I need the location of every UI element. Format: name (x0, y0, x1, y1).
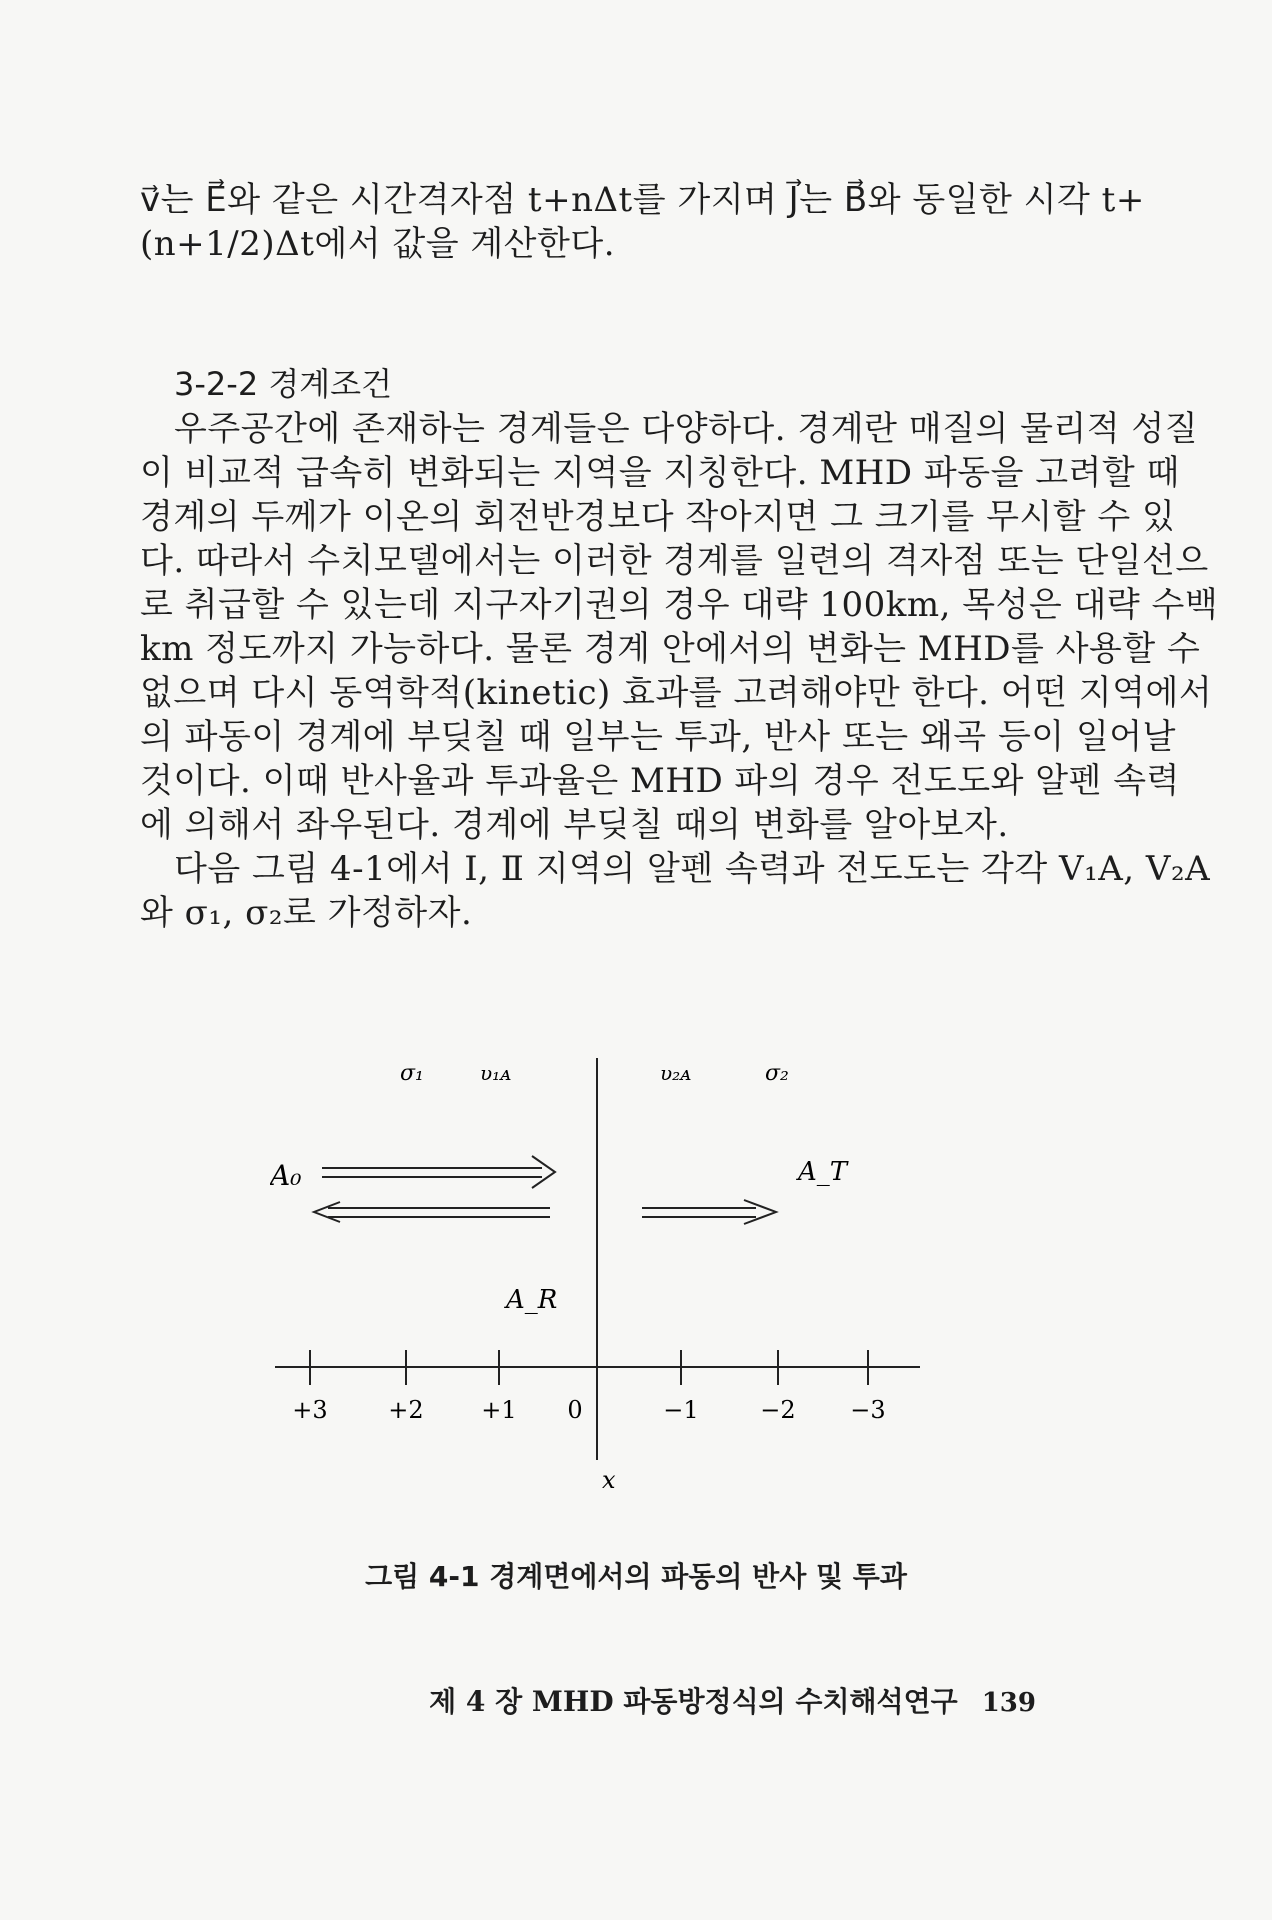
body-line: 로 취급할 수 있는데 지구자기권의 경우 대략 100km, 목성은 대략 수백 (140, 585, 1219, 625)
running-footer (429, 1680, 1036, 1720)
v2a-label: υ₂ᴀ (660, 1061, 692, 1085)
sigma2-label: σ₂ (765, 1061, 789, 1086)
chapter-title: 제 4 장 MHD 파동방정식의 수치해석연구 (429, 1685, 958, 1718)
body-line: km 정도까지 가능하다. 물론 경계 안에서의 변화는 MHD를 사용할 수 (140, 629, 1201, 669)
body-line: 이 비교적 급속히 변화되는 지역을 지칭한다. MHD 파동을 고려할 때 (140, 453, 1180, 493)
body-line: 에 의해서 좌우된다. 경계에 부딪칠 때의 변화를 알아보자. (140, 805, 1009, 845)
transmitted-arrow (642, 1200, 776, 1224)
body-line: 다음 그림 4-1에서 Ⅰ, Ⅱ 지역의 알펜 속력과 전도도는 각각 V₁A, V₂A (174, 849, 1211, 889)
page-number: 139 (981, 1688, 1036, 1718)
body-line: 없으며 다시 동역학적(kinetic) 효과를 고려해야만 한다. 어떤 지역에서 (140, 673, 1213, 713)
x-axis-label: x (602, 1466, 616, 1494)
v1a-label: υ₁ᴀ (480, 1061, 512, 1085)
body-line: 다. 따라서 수치모델에서는 이러한 경계를 일련의 격자점 또는 단일선으 (140, 541, 1209, 581)
section-heading: 3-2-2 경계조건 (174, 365, 392, 403)
figure-4-1 (270, 1040, 950, 1500)
incident-wave-label: A₀ (270, 1159, 302, 1192)
reflected-arrow (314, 1202, 550, 1222)
figure-caption: 그림 4-1 경계면에서의 파동의 반사 및 투과 (365, 1560, 907, 1593)
tick-label: +1 (481, 1396, 517, 1424)
reflected-wave-label: A_R (506, 1285, 558, 1315)
body-line: 와 σ₁, σ₂로 가정하자. (140, 893, 473, 933)
body-line: 것이다. 이때 반사율과 투과율은 MHD 파의 경우 전도도와 알펜 속력 (140, 761, 1180, 801)
transmitted-wave-label: A_T (798, 1157, 848, 1187)
sigma1-label: σ₁ (400, 1061, 424, 1086)
body-line: v⃗는 E⃗와 같은 시간격자점 t+nΔt를 가지며 J⃗는 B⃗와 동일한 시각 t+ (140, 180, 1145, 220)
tick-label: +3 (292, 1396, 328, 1424)
tick-label: 0 (567, 1396, 583, 1424)
body-line: 의 파동이 경계에 부딪칠 때 일부는 투과, 반사 또는 왜곡 등이 일어날 (140, 717, 1176, 757)
tick-label: −1 (663, 1396, 699, 1424)
tick-label: −2 (760, 1396, 796, 1424)
tick-label: +2 (388, 1396, 424, 1424)
tick-label: −3 (850, 1396, 886, 1424)
incident-arrow (322, 1156, 555, 1188)
wave-diagram (270, 1040, 950, 1500)
body-line: 경계의 두께가 이온의 회전반경보다 작아지면 그 크기를 무시할 수 있 (140, 497, 1176, 537)
body-line: (n+1/2)Δt에서 값을 계산한다. (140, 224, 616, 264)
body-line: 우주공간에 존재하는 경계들은 다양하다. 경계란 매질의 물리적 성질 (174, 409, 1199, 449)
